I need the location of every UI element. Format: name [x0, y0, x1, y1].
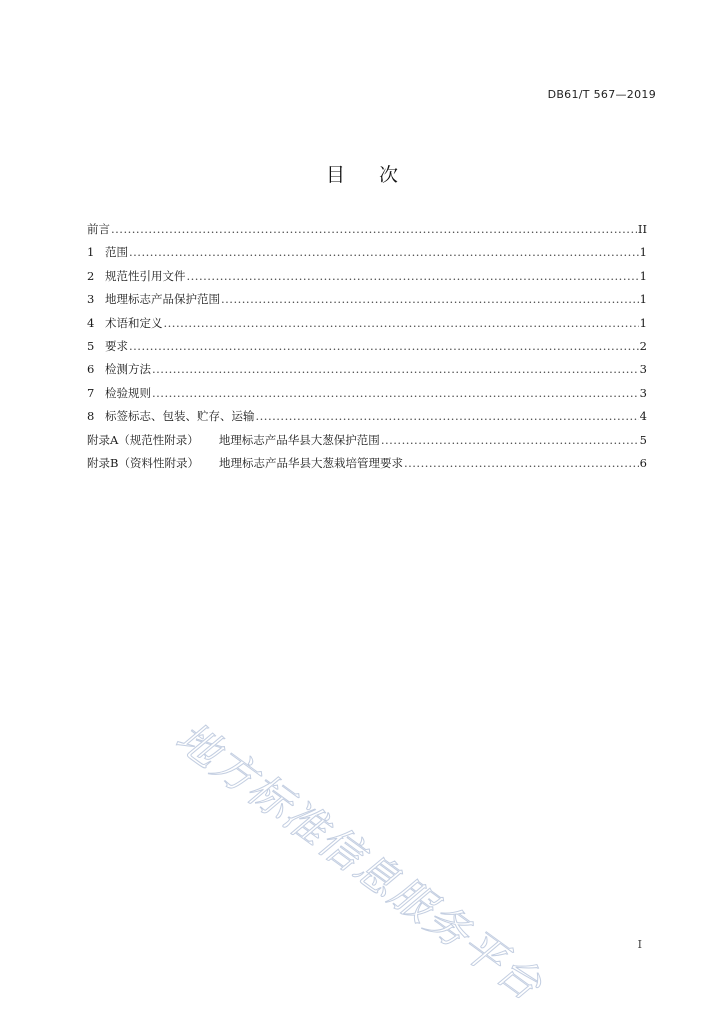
- toc-entry-label: 检验规则: [105, 385, 151, 400]
- toc-entry-3[interactable]: [87, 288, 647, 311]
- toc-entry-page: 5: [639, 432, 647, 447]
- toc-dot-leader: [152, 358, 639, 381]
- watermark: 地方标准信息服务平台: [167, 712, 552, 1011]
- toc-entry-number: 4: [87, 315, 95, 330]
- toc-entry-subtitle: 地理标志产品华县大葱保护范围: [218, 432, 380, 447]
- toc-dot-leader: [404, 452, 639, 475]
- toc-entry-foreword[interactable]: [87, 218, 647, 241]
- toc-entry-number: 3: [87, 292, 95, 307]
- toc-dot-leader: [256, 405, 639, 428]
- toc-entry-number: 2: [87, 268, 95, 283]
- toc-entry-8[interactable]: [87, 405, 647, 428]
- toc-entry-label: 规范性引用文件: [105, 268, 186, 283]
- toc-entry-label: 附录B（资料性附录）: [87, 455, 199, 470]
- toc-entry-2[interactable]: [87, 265, 647, 288]
- toc-entry-page: 1: [639, 292, 647, 307]
- toc-entry-page: II: [637, 222, 647, 236]
- toc-dot-leader: [164, 312, 639, 335]
- toc-entry-page: 6: [639, 455, 647, 470]
- toc-dot-leader: [129, 241, 639, 264]
- toc-entry-appendix-b[interactable]: [87, 452, 647, 475]
- toc-entry-label: 附录A（规范性附录）: [87, 432, 199, 447]
- toc-entry-label: 检测方法: [105, 362, 151, 377]
- toc-entry-number: 1: [87, 245, 95, 260]
- toc-entry-appendix-a[interactable]: [87, 429, 647, 452]
- toc-entry-number: 5: [87, 338, 95, 353]
- toc-entry-6[interactable]: [87, 358, 647, 381]
- toc-entry-label: 要求: [105, 338, 128, 353]
- standard-code: DB61/T 567—2019: [547, 88, 656, 101]
- toc-entry-page: 4: [639, 409, 647, 424]
- toc-entry-label: 术语和定义: [105, 315, 163, 330]
- toc-dot-leader: [187, 265, 639, 288]
- toc-dot-leader: [381, 429, 639, 452]
- toc-entry-1[interactable]: [87, 241, 647, 264]
- toc-entry-number: 8: [87, 409, 95, 424]
- toc-entry-label: 前言: [87, 222, 110, 236]
- toc-entry-page: 3: [639, 362, 647, 377]
- toc-entry-7[interactable]: [87, 382, 647, 405]
- toc-entry-page: 1: [639, 315, 647, 330]
- toc-entry-label: 范围: [105, 245, 128, 260]
- toc-entry-5[interactable]: [87, 335, 647, 358]
- toc-entry-page: 1: [639, 268, 647, 283]
- toc-dot-leader: [152, 382, 639, 405]
- toc-entry-page: 1: [639, 245, 647, 260]
- toc-dot-leader: [221, 288, 639, 311]
- toc-entry-4[interactable]: [87, 312, 647, 335]
- table-of-contents: [87, 218, 647, 475]
- page-number: I: [637, 938, 642, 951]
- toc-entry-number: 6: [87, 362, 95, 377]
- toc-entry-label: 标签标志、包装、贮存、运输: [105, 409, 255, 424]
- toc-entry-subtitle: 地理标志产品华县大葱栽培管理要求: [218, 455, 403, 470]
- toc-entry-label: 地理标志产品保护范围: [105, 292, 220, 307]
- toc-entry-page: 3: [639, 385, 647, 400]
- toc-title: 目次: [325, 164, 432, 186]
- toc-entry-number: 7: [87, 385, 95, 400]
- toc-entry-page: 2: [639, 338, 647, 353]
- toc-dot-leader: [111, 218, 637, 241]
- toc-dot-leader: [129, 335, 639, 358]
